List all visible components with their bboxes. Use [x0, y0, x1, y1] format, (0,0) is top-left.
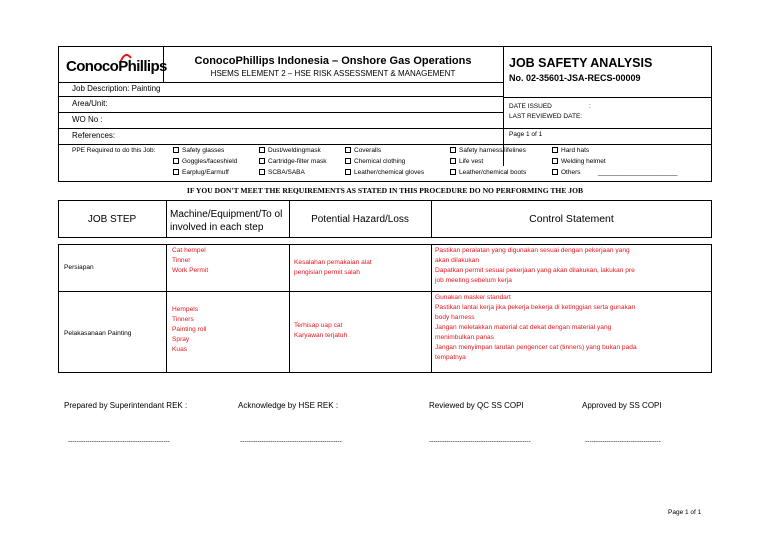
doc-title: JOB SAFETY ANALYSIS: [509, 56, 653, 70]
equipment-item: Tinners: [172, 316, 194, 323]
equipment-item: Spray: [172, 336, 190, 343]
checkbox[interactable]: [345, 158, 351, 164]
checkbox[interactable]: [450, 169, 456, 175]
approved-by: Approved by SS COPI: [582, 401, 662, 410]
hazard-item: Terhisap uap cat: [294, 322, 343, 329]
row1-hazard: [294, 258, 372, 278]
checkbox[interactable]: [259, 169, 265, 175]
ppe-others[interactable]: Others: [552, 169, 581, 176]
date-issued: DATE ISSUED: [509, 103, 552, 110]
references: References:: [72, 131, 116, 140]
equipment-item: Painting roll: [172, 326, 207, 333]
element-line: HSEMS ELEMENT 2 – HSE RISK ASSESSMENT & MANAGEMENT: [210, 69, 456, 78]
area-unit: Area/Unit:: [72, 99, 108, 108]
checkbox[interactable]: [259, 147, 265, 153]
control-item: tempatnya: [435, 354, 466, 361]
ppe-others-line[interactable]: ______________________: [598, 169, 678, 176]
checkbox[interactable]: [345, 147, 351, 153]
checkbox[interactable]: [450, 147, 456, 153]
last-reviewed: LAST REVIEWED DATE:: [509, 113, 583, 120]
signature-line-acknowledge[interactable]: -----------------------------------------------: [240, 438, 342, 445]
equipment-item: Work Permit: [172, 267, 209, 274]
warning-text: IF YOU DON'T MEET THE REQUIREMENTS AS STATED IN THIS PROCEDURE DO NO PERFORMING THE JOB: [186, 186, 584, 195]
row-line-2: [58, 96, 503, 97]
th-div-1: [166, 200, 167, 238]
row2-hazard: [294, 321, 347, 341]
row-line-5: [58, 144, 712, 145]
checkbox[interactable]: [450, 158, 456, 164]
page-indicator: Page 1 of 1: [509, 131, 543, 138]
row2-step: Pelakasanaan Painting: [64, 330, 132, 337]
checkbox[interactable]: [259, 158, 265, 164]
ppe-dust-mask[interactable]: Dust/weldingmask: [259, 147, 321, 154]
ppe-cartridge-mask[interactable]: Cartridge-filter mask: [259, 158, 327, 165]
row-line-1r: [503, 97, 712, 98]
hazard-item: Kesalahan pemakaian alat: [294, 259, 372, 266]
checkbox[interactable]: [173, 147, 179, 153]
checkbox[interactable]: [345, 169, 351, 175]
th-control: Control Statement: [529, 213, 614, 225]
ppe-earplug[interactable]: Earplug/Earmuff: [173, 169, 229, 176]
ppe-leather-gloves[interactable]: Leather/chemical gloves: [345, 169, 424, 176]
row1-control: [435, 246, 635, 286]
checkbox[interactable]: [552, 147, 558, 153]
th-hazard: Potential Hazard/Loss: [311, 213, 409, 225]
row-line-3: [58, 112, 503, 113]
ppe-coveralls[interactable]: Coveralls: [345, 147, 381, 154]
ppe-goggles[interactable]: Goggles/faceshield: [173, 158, 237, 165]
doc-number: No. 02-35601-JSA-RECS-00009: [509, 73, 641, 83]
checkbox[interactable]: [552, 169, 558, 175]
checkbox[interactable]: [173, 158, 179, 164]
row-line-1: [58, 82, 503, 83]
ppe-welding-helmet[interactable]: Welding helmet: [552, 158, 606, 165]
date-issued-sep: :: [589, 103, 591, 110]
row2-control: [435, 293, 637, 363]
equipment-item: Kuas: [172, 346, 188, 353]
row1-step: Persiapan: [64, 264, 94, 271]
reviewed-by: Reviewed by QC SS COPI: [429, 401, 524, 410]
hazard-item: pengisian permit salah: [294, 269, 360, 276]
th-equipment: Machine/Equipment/To ol involved in each step: [170, 209, 283, 233]
control-item: Jangan meletakkan material cat dekat dengan material yang: [435, 324, 612, 331]
hazard-item: Karyawan terjatuh: [294, 332, 348, 339]
ppe-hard-hats[interactable]: Hard hats: [552, 147, 589, 154]
equipment-item: Tinner: [172, 257, 191, 264]
control-item: akan dilakukan: [435, 257, 479, 264]
signature-line-reviewed[interactable]: -----------------------------------------------: [429, 438, 531, 445]
control-item: job meeting sebelum kerja: [435, 277, 512, 284]
checkbox[interactable]: [552, 158, 558, 164]
company-logo: [66, 52, 167, 78]
acknowledge-by: Acknowledge by HSE REK :: [238, 401, 339, 410]
equipment-item: Cat hempel: [172, 247, 206, 254]
row-line-4: [58, 128, 712, 129]
logo-text: ConocoPhillips: [66, 58, 167, 75]
ppe-leather-boots[interactable]: Leather/chemical boots: [450, 169, 526, 176]
job-description: Job Description: Painting: [72, 84, 161, 93]
ppe-chemical-clothing[interactable]: Chemical clothing: [345, 158, 405, 165]
table-row: [58, 244, 712, 291]
wo-no: WO No :: [72, 115, 103, 124]
control-item: Pastikan lantai kerja jika pekerja bekerja di ketinggian serta gunakan: [435, 304, 636, 311]
control-item: Pastikan peralatan yang digunakan sesuai dengan pekerjaan yang: [435, 247, 630, 254]
signature-line-approved[interactable]: -----------------------------------: [585, 438, 661, 445]
row2-equipment: [172, 305, 206, 355]
control-item: Gunakan masker standart: [435, 294, 511, 301]
control-item: Dapatkan permit sesuai pekerjaan yang akan dilakukan, lakukan pre: [435, 267, 635, 274]
company-title: ConocoPhillips Indonesia – Onshore Gas Operations: [194, 55, 472, 67]
prepared-by: Prepared by Superintendant REK :: [64, 401, 188, 410]
control-item: menimbulkan panas: [435, 334, 495, 341]
control-item: body harness: [435, 314, 475, 321]
ppe-scba[interactable]: SCBA/SABA: [259, 169, 305, 176]
footer-page: Page 1 of 1: [668, 509, 702, 516]
checkbox[interactable]: [173, 169, 179, 175]
ppe-safety-harness[interactable]: Safety harness/lifelines: [450, 147, 526, 154]
row1-equipment: [172, 246, 208, 276]
table-row: [58, 291, 712, 373]
ppe-life-vest[interactable]: Life vest: [450, 158, 483, 165]
th-job-step: JOB STEP: [87, 213, 137, 225]
ppe-label: PPE Required to do this Job:: [72, 147, 156, 154]
signature-line-prepared[interactable]: -----------------------------------------------: [68, 438, 170, 445]
ppe-safety-glasses[interactable]: Safety glasses: [173, 147, 224, 154]
control-item: Jangan menyimpan larutan pengencer cat (tinners) yang bukan pada: [435, 344, 637, 351]
equipment-item: Hempels: [172, 306, 199, 313]
